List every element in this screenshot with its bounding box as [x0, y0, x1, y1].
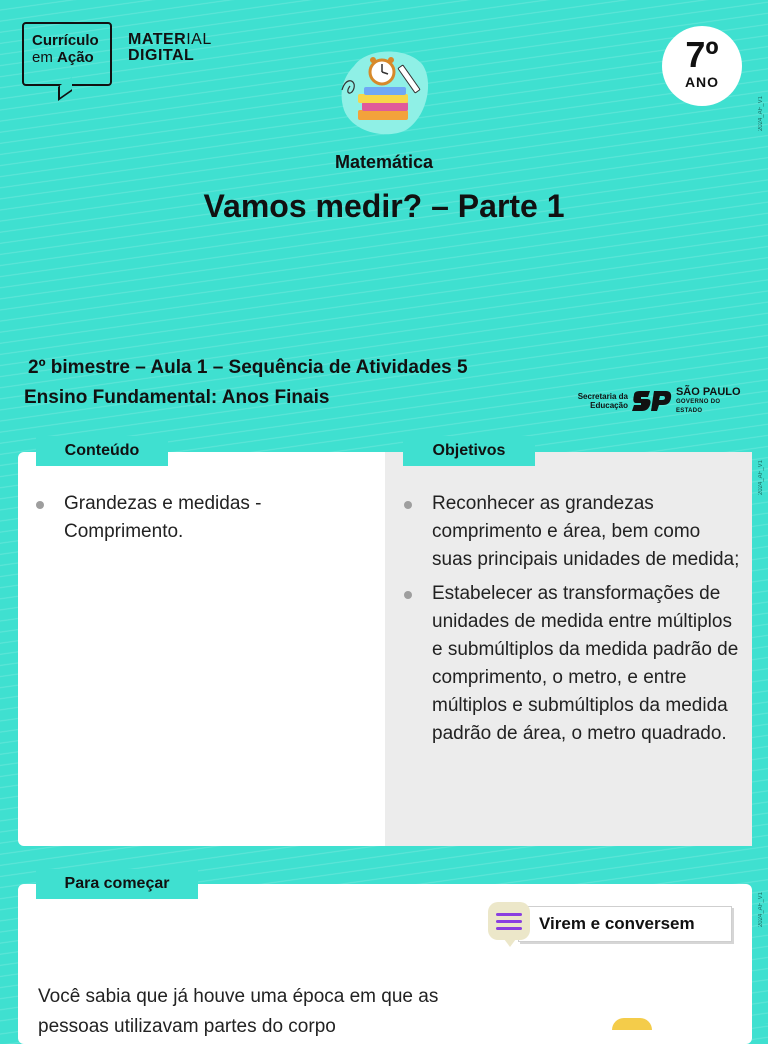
- tab-objetivos: Objetivos: [403, 436, 535, 466]
- logo-speech-tail: [58, 77, 72, 101]
- decorative-blob: [612, 1018, 652, 1030]
- grade-badge: [662, 26, 742, 106]
- side-code: 2024_AF_V1: [758, 460, 764, 496]
- material-line1-b: IAL: [186, 31, 212, 48]
- list-item: Grandezas e medidas - Comprimento.: [36, 490, 356, 546]
- secretaria-line1: Secretaria da: [577, 392, 628, 401]
- virem-e-conversem-callout: [488, 902, 732, 944]
- list-item: Reconhecer as grandezas comprimento e área, bem como suas principais unidades de medida;: [404, 490, 740, 574]
- sp-emblem-icon: [632, 391, 672, 411]
- subject-label: Matemática: [334, 152, 434, 172]
- intro-paragraph: Você sabia que já houve uma época em que as pessoas utilizavam partes do corpo: [38, 986, 439, 1037]
- grade-label: ANO: [684, 74, 720, 90]
- sao-paulo-text: SÃO PAULO: [675, 386, 741, 398]
- speech-bubble-icon: [488, 902, 530, 940]
- logo-line2: [32, 49, 102, 66]
- government-label: [676, 386, 746, 416]
- logo-line2-a: em: [32, 49, 58, 66]
- secretaria-line2: Educação: [590, 401, 628, 410]
- logo-line1: Currículo: [32, 32, 99, 49]
- curriculo-em-acao-logo: [22, 22, 112, 86]
- education-level: Ensino Fundamental: Anos Finais: [24, 387, 330, 408]
- material-line1: [128, 32, 212, 48]
- sao-paulo-government-logo: [574, 386, 746, 414]
- logo-line2-b: Ação: [57, 49, 94, 66]
- tab-conteudo: Conteúdo: [36, 436, 168, 466]
- material-line2: [128, 48, 212, 64]
- grade-number: 7º: [685, 34, 719, 75]
- books-clock-illustration-icon: [336, 46, 432, 136]
- lesson-info: 2º bimestre – Aula 1 – Sequência de Atividades 5: [28, 357, 468, 378]
- secretaria-label: [574, 392, 628, 410]
- side-code: 2024_AF_V1: [758, 96, 764, 132]
- content-list: [36, 490, 356, 552]
- material-line1-a: MATER: [128, 31, 187, 48]
- side-code: 2024_AF_V1: [758, 892, 764, 928]
- list-item: Estabelecer as transformações de unidades de medida entre múltiplos e submúltiplos da medida padrão de comprimento, o metro, e entre múltiplos e submúltiplos da medida padrão de área, o metro quadrado.: [404, 580, 740, 748]
- virem-e-conversem-label: Virem e conversem: [518, 906, 732, 942]
- material-digital-label: [128, 32, 212, 64]
- tab-para-comecar: Para começar: [36, 869, 198, 899]
- material-line2-text: DIGITAL: [128, 47, 195, 64]
- page-title: Vamos medir? – Parte 1: [203, 188, 565, 224]
- governo-text: GOVERNO DO ESTADO: [675, 399, 721, 414]
- objectives-list: [404, 490, 740, 754]
